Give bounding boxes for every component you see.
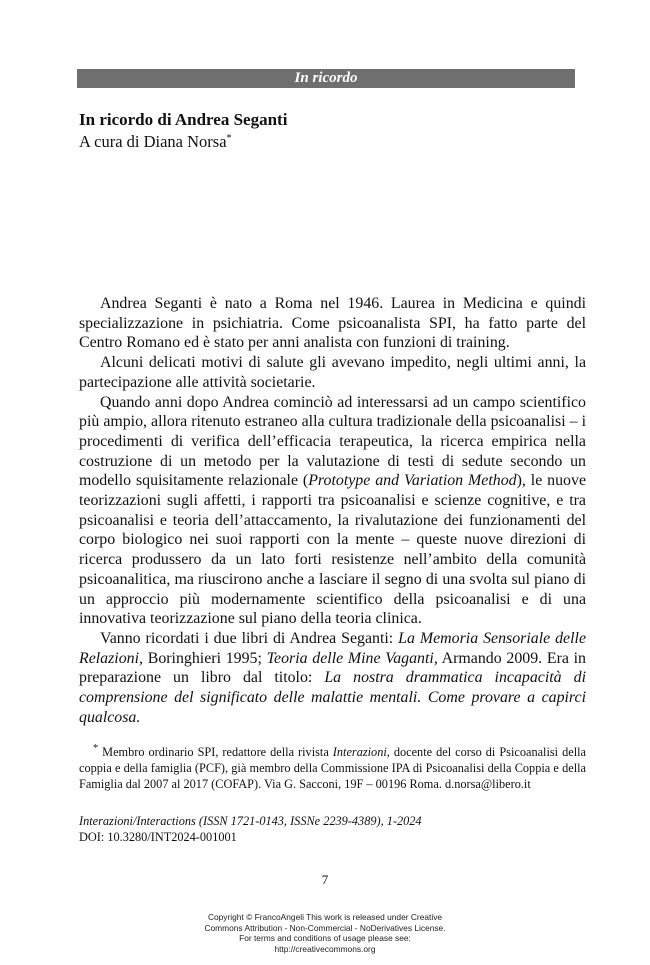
section-banner bbox=[77, 69, 575, 88]
book-title-2: Teoria delle Mine Vaganti bbox=[266, 649, 434, 667]
paragraph-2: Alcuni delicati motivi di salute gli avevano impedito, negli ultimi anni, la partecipazione alle attività societarie. bbox=[79, 354, 586, 391]
citation-journal: Interazioni/Interactions (ISSN 1721-0143, ISSNe 2239-4389), 1-2024 bbox=[79, 814, 422, 828]
article-body bbox=[79, 294, 586, 727]
copyright-line-3: For terms and conditions of usage please see: bbox=[239, 933, 411, 944]
paragraph-4-text-a: Vanno ricordati i due libri di Andrea Seganti: bbox=[100, 629, 399, 647]
copyright-line-1: Copyright © FrancoAngeli This work is released under Creative bbox=[207, 912, 443, 922]
book-title-1: La Memoria Sensoriale delle Relazioni, bbox=[79, 629, 586, 667]
book-title-3: La nostra drammatica incapacità di comprensione del significato delle malattie mentali. Come provare a capirci qualcosa. bbox=[79, 669, 586, 726]
footnote bbox=[79, 741, 586, 792]
article-subtitle bbox=[79, 132, 232, 152]
paragraph-4 bbox=[79, 629, 586, 728]
copyright-line-2: Commons Attribution - Non-Commercial - NoDerivatives License. bbox=[204, 922, 446, 933]
paragraph-3 bbox=[79, 393, 586, 629]
citation bbox=[79, 813, 586, 845]
paragraph-1: Andrea Seganti è nato a Roma nel 1946. Laurea in Medicina e quindi specializzazione in psichiatria. Come psicoanalista SPI, ha fatto parte del Centro Romano ed è stato per anni analista con funzioni di training. bbox=[79, 295, 586, 352]
paragraph-3-text-a: Quando anni dopo Andrea cominciò ad interessarsi ad un campo scientifico più ampio, allora ritenuto estraneo alla cultura tradizionale della psicoanalisi – i procedimenti di verifica dell’efficacia terapeutica, la ricerca empirica nella costruzione di un metodo per la valutazione di testi di sedute secondo un modello squisitamente relazionale ( bbox=[79, 393, 586, 490]
footnote-text-b: , docente del corso di Psicoanalisi della coppia e della famiglia (PCF), già membro della Commissione IPA di Psicoanalisi della Coppia e della Famiglia dal 2007 al 2017 (COFAP). Via G. Sacconi, 19F – 00196 Roma. d.norsa@libero.it bbox=[79, 745, 586, 792]
footnote-text-a: Membro ordinario SPI, redattore della rivista bbox=[98, 745, 333, 760]
section-label: In ricordo bbox=[294, 70, 358, 86]
footnote-mark: * bbox=[93, 743, 99, 754]
footnote-journal: Interazioni bbox=[332, 745, 387, 760]
article-title: In ricordo di Andrea Seganti bbox=[79, 110, 288, 129]
paragraph-4-text-b: Boringhieri 1995; bbox=[143, 649, 267, 667]
paragraph-3-text-b: ), le nuove teorizzazioni sugli affetti, i rapporti tra psicoanalisi e scienze cognitive, e tra psicoanalisi e teoria dell’attaccamento, la rivalutazione dei funzionamenti del corpo biologico nei suoi rapporti con la mente – queste nuove direzioni di ricerca produssero da un lato forti resistenze nell’ambito della comunità psicoanalitica, ma riuscirono anche a lasciare il segno di una svolta sul piano di un approccio più modernamente scientifico della psicoanalisi e di una innovativa teorizzazione sul piano della teoria clinica. bbox=[79, 472, 587, 628]
citation-doi: DOI: 10.3280/INT2024-001001 bbox=[79, 830, 237, 844]
editor-credit: A cura di Diana Norsa bbox=[79, 132, 227, 151]
footnote-marker: * bbox=[226, 133, 232, 144]
page-number: 7 bbox=[321, 872, 329, 887]
copyright-link: http://creativecommons.org bbox=[274, 943, 376, 954]
copyright-notice bbox=[0, 912, 650, 954]
method-name: Prototype and Variation Method bbox=[308, 472, 517, 490]
paragraph-4-text-c: , Armando 2009. Era in preparazione un libro dal titolo: bbox=[79, 649, 586, 687]
